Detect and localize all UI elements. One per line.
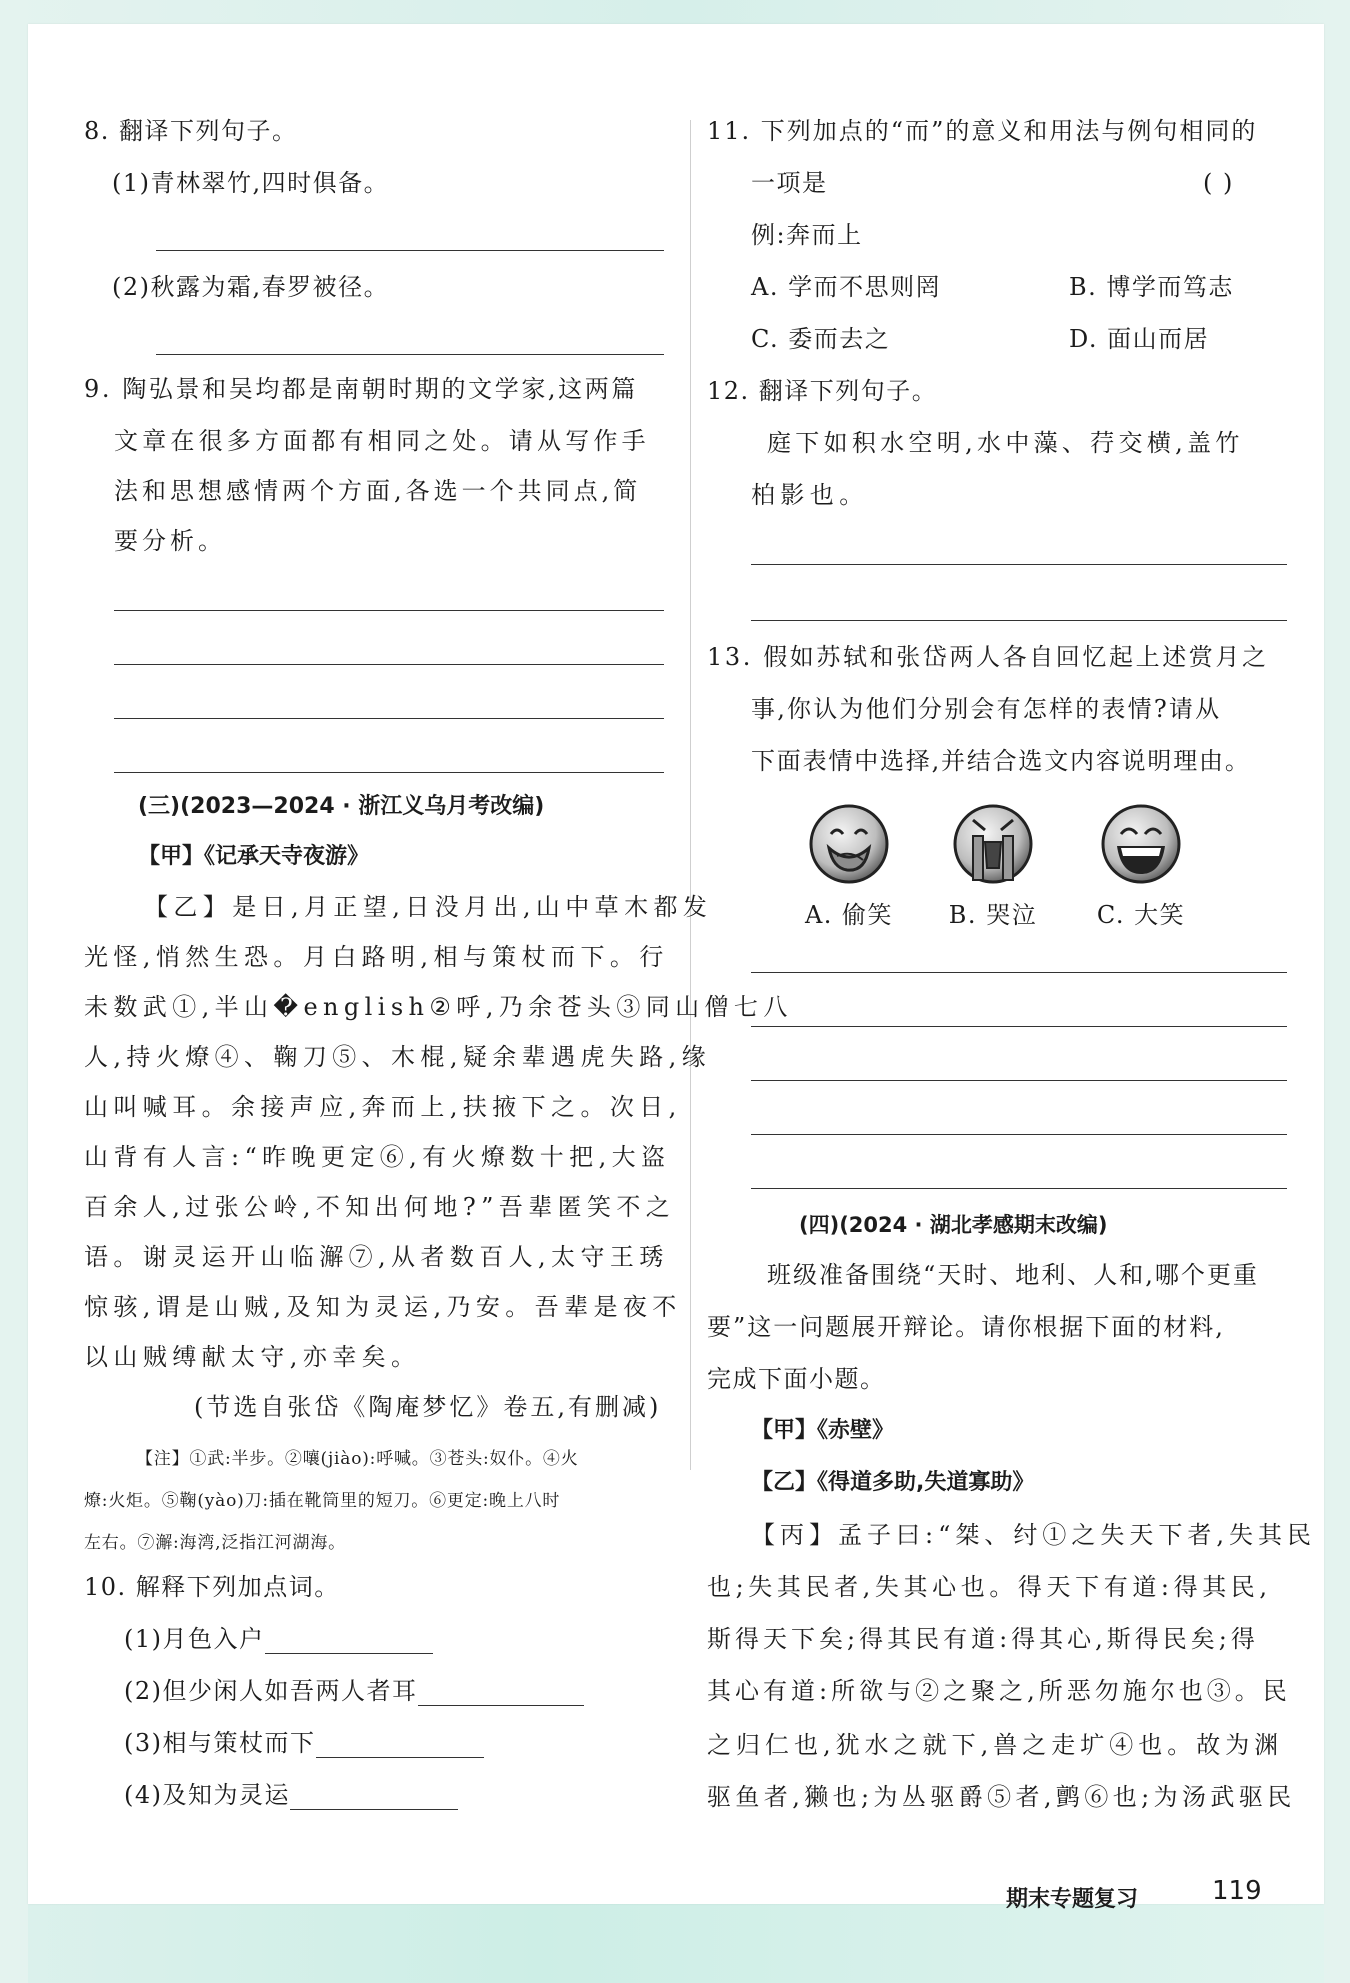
answer-line[interactable] xyxy=(751,1134,1287,1135)
q10-item-2: (2)但少闲人如吾两人者耳 xyxy=(124,1676,584,1706)
passage-note: 左右。⑦澥:海湾,泛指江河湖海。 xyxy=(84,1533,346,1553)
q13-line-2: 事,你认为他们分别会有怎样的表情?请从 xyxy=(751,695,1222,723)
passage-line: 光怪,悄然生恐。月白路明,相与策杖而下。行 xyxy=(84,943,669,971)
passage-line: 其心有道:所欲与②之聚之,所恶勿施尔也③。民 xyxy=(707,1677,1291,1705)
footer-section-title: 期末专题复习 xyxy=(1006,1887,1139,1912)
passage-note: 【注】①武:半步。②嚷(jiào):呼喊。③苍头:奴仆。④火 xyxy=(136,1449,579,1469)
option-d[interactable]: D. 面山而居 xyxy=(1069,325,1210,353)
q9-line-4: 要分析。 xyxy=(114,527,226,555)
q13-line-3: 下面表情中选择,并结合选文内容说明理由。 xyxy=(751,747,1251,775)
q10-item-1: (1)月色入户 xyxy=(124,1624,433,1654)
fill-blank[interactable] xyxy=(290,1784,458,1810)
answer-line[interactable] xyxy=(114,610,664,611)
answer-line[interactable] xyxy=(751,1026,1287,1027)
q8-sentence-2: (2)秋露为霜,春罗被径。 xyxy=(112,273,390,301)
fill-blank[interactable] xyxy=(265,1628,433,1654)
q8-sentence-1: (1)青林翠竹,四时俱备。 xyxy=(112,169,390,197)
passage-line: 山背有人言:“昨晚更定⑥,有火燎数十把,大盗 xyxy=(84,1143,671,1171)
q12-title: 12. 翻译下列句子。 xyxy=(707,377,938,405)
q9-line-2: 文章在很多方面都有相同之处。请从写作手 xyxy=(114,427,650,455)
giggle-face-icon xyxy=(807,802,891,886)
q11-line-2: 一项是 xyxy=(751,169,828,197)
passage-line: 语。谢灵运开山临澥⑦,从者数百人,太守王琇 xyxy=(84,1243,669,1271)
fill-blank[interactable] xyxy=(418,1680,584,1706)
option-b[interactable]: B. 博学而笃志 xyxy=(1069,273,1234,301)
answer-line[interactable] xyxy=(751,1080,1287,1081)
passage-jia-title: 【甲】《记承天寺夜游》 xyxy=(138,844,370,869)
passage-line: 驱鱼者,獭也;为丛驱爵⑤者,鹯⑥也;为汤武驱民 xyxy=(707,1783,1296,1811)
passage-line: 未数武①,半山�english②呼,乃余苍头③同山僧七八 xyxy=(84,993,793,1021)
emoji-label: B. 哭泣 xyxy=(948,901,1038,929)
column-divider xyxy=(690,120,691,1470)
passage-line: 山叫喊耳。余接声应,奔而上,扶掖下之。次日, xyxy=(84,1093,682,1121)
answer-line[interactable] xyxy=(751,972,1287,973)
textbook-page xyxy=(28,24,1324,1904)
section-3-heading: (三)(2023—2024 · 浙江义乌月考改编) xyxy=(138,794,545,819)
sec4-intro-1: 班级准备围绕“天时、地利、人和,哪个更重 xyxy=(767,1261,1259,1289)
passage-line: 也;失其民者,失其心也。得天下有道:得其民, xyxy=(707,1573,1272,1601)
answer-line[interactable] xyxy=(156,250,664,251)
emoji-label: A. 偷笑 xyxy=(804,901,894,929)
q13-line-1: 13. 假如苏轼和张岱两人各自回忆起上述赏月之 xyxy=(707,643,1269,671)
passage-line: 以山贼缚献太守,亦幸矣。 xyxy=(84,1343,421,1371)
q12-sentence-line-1: 庭下如积水空明,水中藻、荇交横,盖竹 xyxy=(767,429,1244,457)
fill-blank[interactable] xyxy=(316,1732,484,1758)
answer-line[interactable] xyxy=(156,354,664,355)
passage-line: 人,持火燎④、鞠刀⑤、木棍,疑余辈遇虎失路,缘 xyxy=(84,1043,712,1071)
passage-note: 燎:火炬。⑤鞠(yào)刀:插在靴筒里的短刀。⑥更定:晚上八时 xyxy=(84,1491,561,1511)
material-yi-title: 【乙】《得道多助,失道寡助》 xyxy=(751,1470,1035,1495)
q9-line-3: 法和思想感情两个方面,各选一个共同点,简 xyxy=(114,477,642,505)
passage-line: 【丙】孟子曰:“桀、纣①之失天下者,失其民 xyxy=(751,1521,1316,1549)
passage-line: 【乙】是日,月正望,日没月出,山中草木都发 xyxy=(144,893,713,921)
option-c[interactable]: C. 委而去之 xyxy=(751,325,891,353)
q9-line-1: 9. 陶弘景和吴均都是南朝时期的文学家,这两篇 xyxy=(84,375,638,403)
q12-sentence-line-2: 柏影也。 xyxy=(751,481,869,509)
q8-title: 8. 翻译下列句子。 xyxy=(84,117,298,145)
q11-example: 例:奔而上 xyxy=(751,221,863,249)
laughing-face-icon xyxy=(1099,802,1183,886)
emoji-label: C. 大笑 xyxy=(1096,901,1186,929)
answer-parentheses[interactable]: ( ) xyxy=(1203,169,1234,197)
passage-line: 惊骇,谓是山贼,及知为灵运,乃安。吾辈是夜不 xyxy=(84,1293,682,1321)
passage-line: 斯得天下矣;得其民有道:得其心,斯得民矣;得 xyxy=(707,1625,1259,1653)
passage-line: 百余人,过张公岭,不知出何地?”吾辈匿笑不之 xyxy=(84,1193,676,1221)
sec4-intro-2: 要”这一问题展开辩论。请你根据下面的材料, xyxy=(707,1313,1225,1341)
q10-item-4: (4)及知为灵运 xyxy=(124,1780,458,1810)
answer-line[interactable] xyxy=(751,564,1287,565)
crying-face-icon xyxy=(951,802,1035,886)
q10-item-3: (3)相与策杖而下 xyxy=(124,1728,484,1758)
emoji-option-a[interactable] xyxy=(791,802,907,930)
answer-line[interactable] xyxy=(751,620,1287,621)
emoji-option-c[interactable] xyxy=(1083,802,1199,930)
passage-source: (节选自张岱《陶庵梦忆》卷五,有删减) xyxy=(194,1393,662,1421)
answer-line[interactable] xyxy=(114,772,664,773)
answer-line[interactable] xyxy=(114,664,664,665)
section-4-heading: (四)(2024 · 湖北孝感期末改编) xyxy=(799,1213,1108,1237)
material-jia-title: 【甲】《赤壁》 xyxy=(751,1418,895,1443)
q11-line-1: 11. 下列加点的“而”的意义和用法与例句相同的 xyxy=(707,117,1258,145)
answer-line[interactable] xyxy=(114,718,664,719)
emoji-option-b[interactable] xyxy=(935,802,1051,930)
option-a[interactable]: A. 学而不思则罔 xyxy=(751,273,942,301)
passage-line: 之归仁也,犹水之就下,兽之走圹④也。故为渊 xyxy=(707,1731,1284,1759)
answer-line[interactable] xyxy=(751,1188,1287,1189)
q10-title: 10. 解释下列加点词。 xyxy=(84,1573,340,1601)
page-number: 119 xyxy=(1212,1876,1262,1906)
sec4-intro-3: 完成下面小题。 xyxy=(707,1365,886,1393)
